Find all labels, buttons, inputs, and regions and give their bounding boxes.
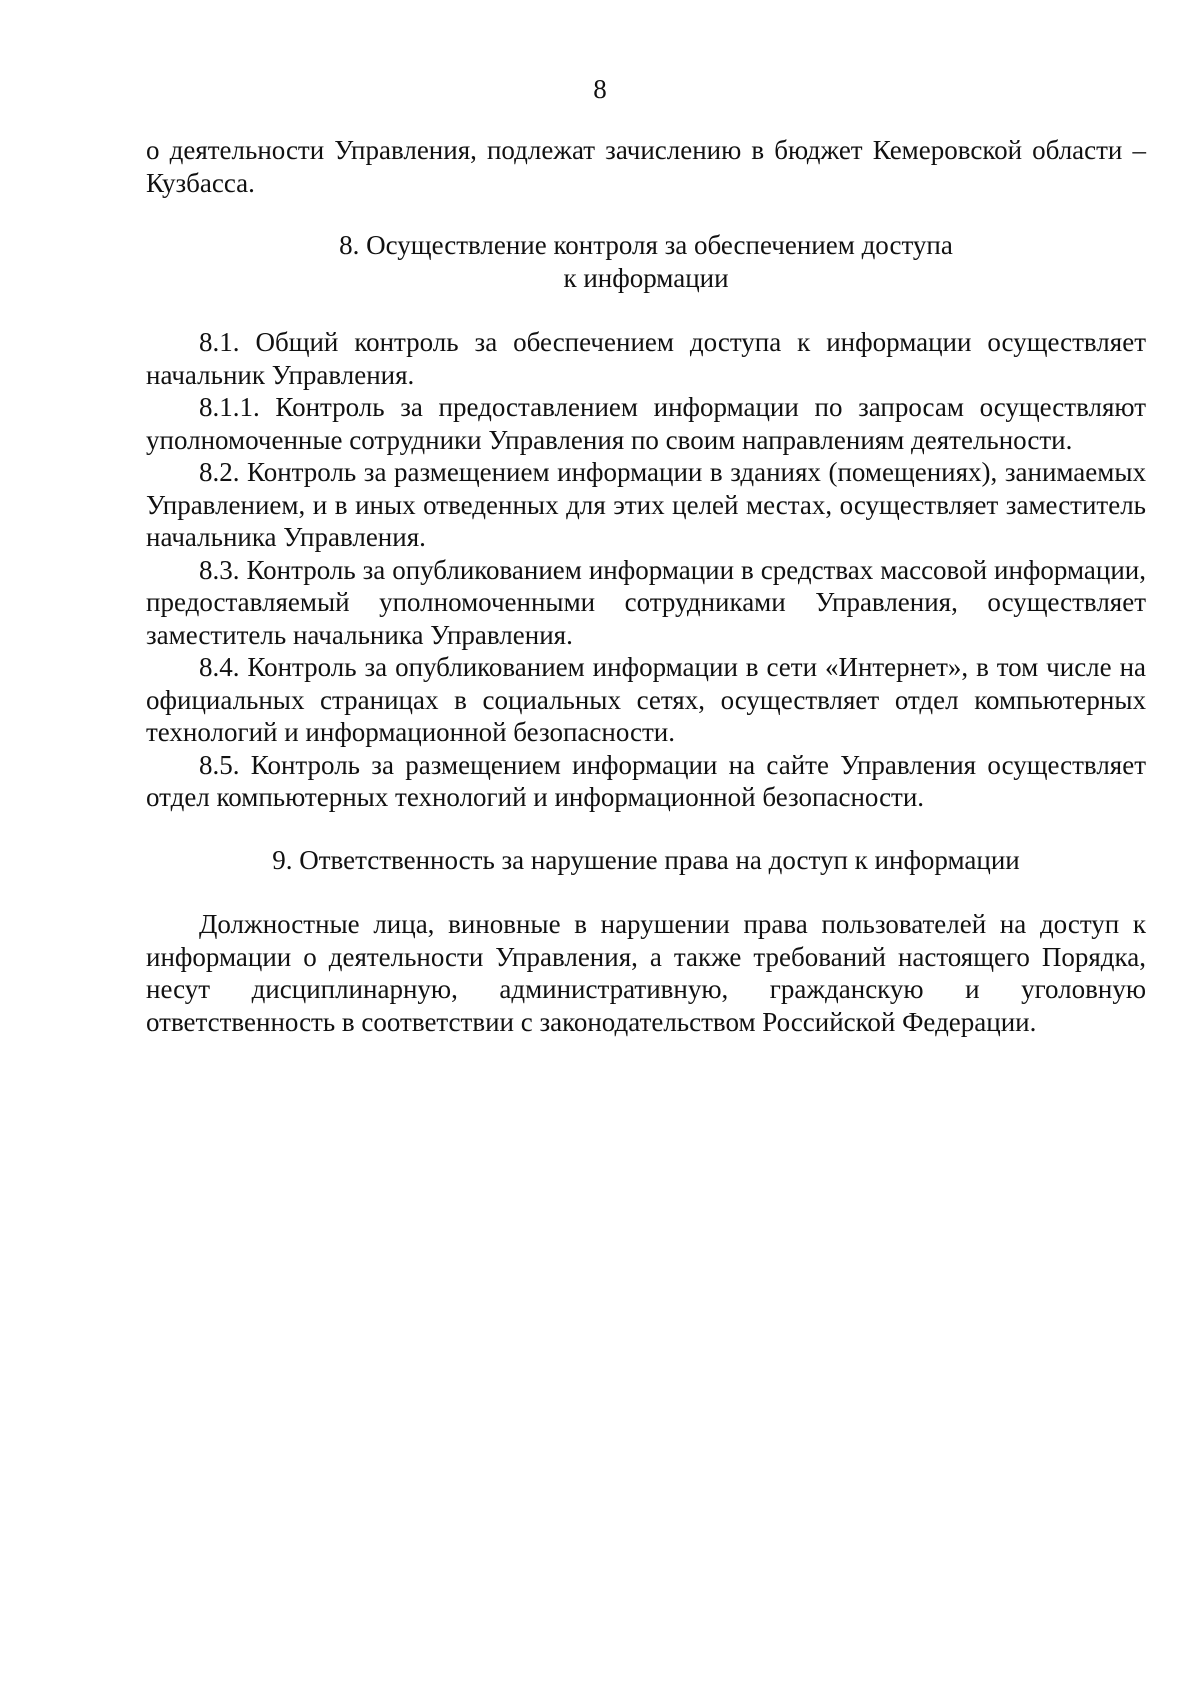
section-8-heading-line-2: к информации (563, 262, 729, 293)
section-8-heading (146, 229, 1146, 294)
paragraph-8-1-1: 8.1.1. Контроль за предоставлением информации по запросам осуществляют уполномоченные сотрудники Управления по своим направлениям деятельности. (146, 392, 1146, 455)
paragraph-8-5: 8.5. Контроль за размещением информации на сайте Управления осуществляет отдел компьютерных технологий и информационной безопасности. (146, 749, 1146, 812)
paragraph-8-1: 8.1. Общий контроль за обеспечением доступа к информации осуществляет начальник Управления. (146, 327, 1146, 390)
paragraph-9: Должностные лица, виновные в нарушении права пользователей на доступ к информации о деятельности Управления, а также требований настоящего Порядка, несут дисциплинарную, административную, гражданскую и уголовную ответственность в соответствии с законодательством Российской Федерации. (146, 909, 1146, 1037)
page-number: 8 (593, 74, 607, 104)
section-9-heading (146, 844, 1146, 877)
section-9-body (146, 908, 1146, 1038)
intro-paragraph: о деятельности Управления, подлежат зачислению в бюджет Кемеровской области – Кузбасса. (146, 135, 1146, 198)
section-8-heading-line-1: 8. Осуществление контроля за обеспечением доступа (339, 230, 953, 260)
paragraph-8-4: 8.4. Контроль за опубликованием информации в сети «Интернет», в том числе на официальных страницах в социальных сетях, осуществляет отдел компьютерных технологий и информационной безопасности. (146, 652, 1146, 747)
document-body (146, 134, 1146, 1038)
paragraph-8-3: 8.3. Контроль за опубликованием информации в средствах массовой информации, предоставляемый уполномоченными сотрудниками Управления, осуществляет заместитель начальника Управления. (146, 554, 1146, 650)
section-9-heading-line: 9. Ответственность за нарушение права на доступ к информации (272, 844, 1020, 875)
section-8-body (146, 326, 1146, 814)
paragraph-8-2: 8.2. Контроль за размещением информации в зданиях (помещениях), занимаемых Управлением, и в иных отведенных для этих целей местах, осуществляет заместитель начальника Управления. (146, 457, 1146, 552)
